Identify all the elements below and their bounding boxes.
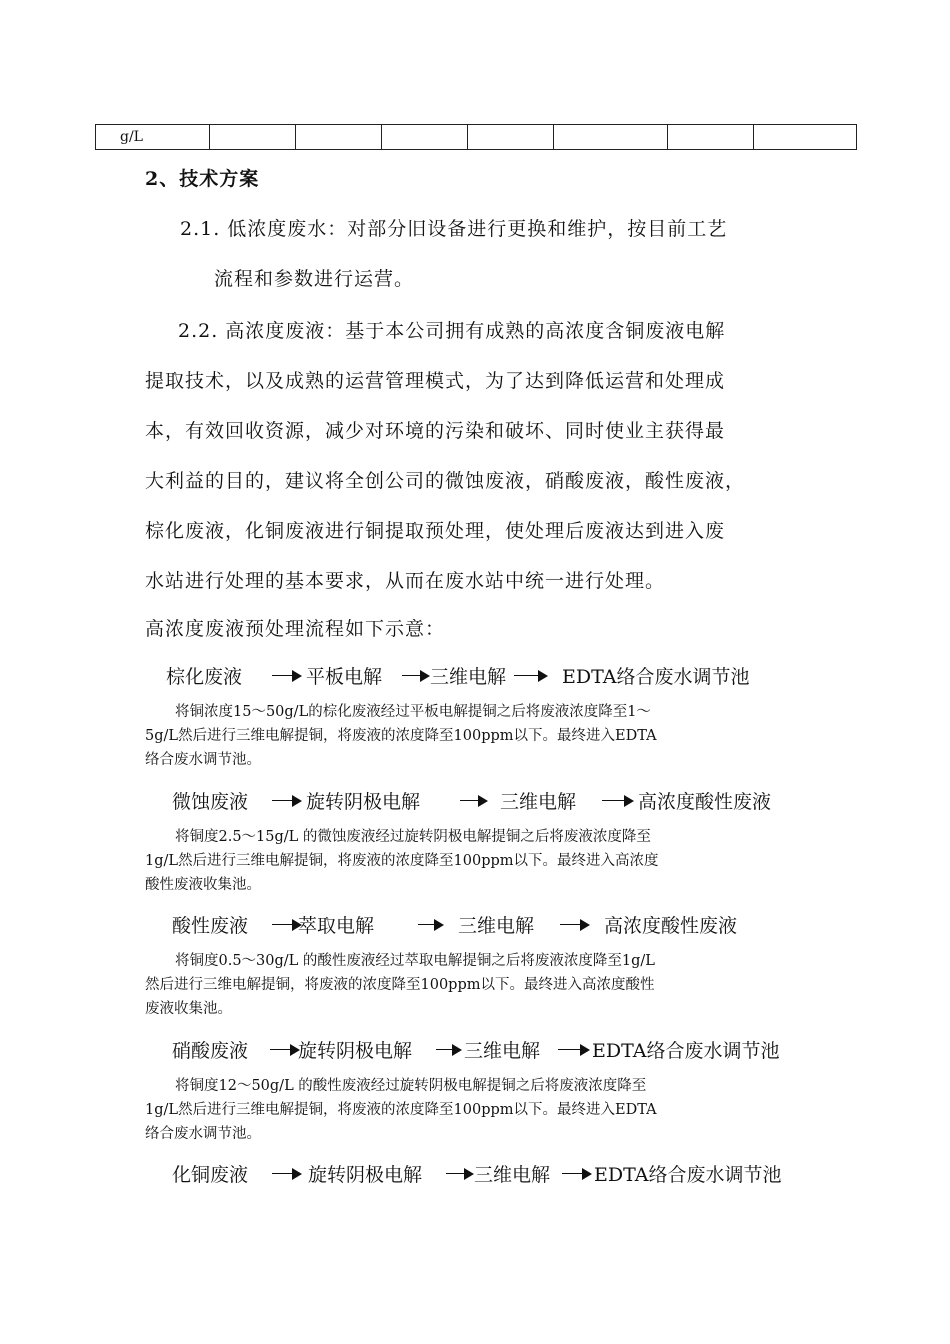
- flow-step: 旋转阴极电解: [306, 791, 421, 813]
- flow-step: EDTA络合废水调节池: [562, 666, 750, 688]
- data-table-fragment: [95, 124, 857, 150]
- arrow-right-icon: [560, 919, 590, 931]
- flow-step: 旋转阴极电解: [308, 1164, 423, 1186]
- process-flow: [0, 1160, 950, 1190]
- table-cell: [554, 125, 668, 150]
- flow-note-line: 络合废水调节池。: [145, 1126, 261, 1142]
- flow-note-line: 将铜度0.5～30g/L 的酸性废液经过萃取电解提铜之后将废液浓度降至1g/L: [175, 953, 655, 969]
- flow-step: 萃取电解: [298, 915, 375, 937]
- flow-step: 三维电解: [464, 1040, 541, 1062]
- arrow-right-icon: [446, 1168, 474, 1180]
- flow-note-line: 络合废水调节池。: [145, 752, 261, 768]
- flow-step: 三维电解: [474, 1164, 551, 1186]
- table-cell: [296, 125, 382, 150]
- para-2-2-line: 提取技术，以及成熟的运营管理模式，为了达到降低运营和处理成: [145, 370, 726, 392]
- table-cell: [210, 125, 296, 150]
- flow-note-line: 1g/L然后进行三维电解提铜，将废液的浓度降至100ppm以下。最终进入高浓度: [145, 853, 659, 869]
- flow-note-line: 1g/L然后进行三维电解提铜，将废液的浓度降至100ppm以下。最终进入EDTA: [145, 1102, 657, 1118]
- flow-step: 三维电解: [458, 915, 535, 937]
- arrow-right-icon: [418, 919, 444, 931]
- flow-step: EDTA络合废水调节池: [592, 1040, 780, 1062]
- flow-step: 化铜废液: [172, 1164, 249, 1186]
- flow-step: 平板电解: [306, 666, 383, 688]
- arrow-right-icon: [272, 1168, 302, 1180]
- para-2-2-line: 水站进行处理的基本要求，从而在废水站中统一进行处理。: [145, 570, 666, 592]
- process-flow: [0, 787, 950, 817]
- flow-step: 三维电解: [430, 666, 507, 688]
- flow-step: 旋转阴极电解: [298, 1040, 413, 1062]
- para-2-1-line: 流程和参数进行运营。: [214, 268, 415, 290]
- para-2-1-line: 2.1. 低浓度废水：对部分旧设备进行更换和维护，按目前工艺: [180, 218, 728, 240]
- para-2-2-line: 本，有效回收资源，减少对环境的污染和破坏、同时使业主获得最: [145, 420, 726, 442]
- table-cell: [468, 125, 554, 150]
- flow-step: 高浓度酸性废液: [604, 915, 738, 937]
- flow-step: 微蚀废液: [172, 791, 249, 813]
- arrow-right-icon: [602, 795, 634, 807]
- process-flow: [0, 662, 950, 692]
- flow-step: 高浓度酸性废液: [638, 791, 772, 813]
- arrow-right-icon: [514, 670, 548, 682]
- table-cell: [668, 125, 754, 150]
- table-row: [96, 125, 857, 150]
- table-cell: [754, 125, 857, 150]
- flow-note-line: 然后进行三维电解提铜，将废液的浓度降至100ppm以下。最终进入高浓度酸性: [145, 977, 655, 993]
- arrow-right-icon: [270, 1044, 300, 1056]
- flow-step: 硝酸废液: [172, 1040, 249, 1062]
- flow-step: 棕化废液: [166, 666, 243, 688]
- section-title: 2、技术方案: [145, 168, 260, 190]
- arrow-right-icon: [272, 670, 302, 682]
- flow-intro: 高浓度废液预处理流程如下示意：: [145, 618, 446, 640]
- arrow-right-icon: [402, 670, 430, 682]
- flow-step: 三维电解: [500, 791, 577, 813]
- flow-note-line: 将铜度2.5～15g/L 的微蚀废液经过旋转阴极电解提铜之后将废液浓度降至: [175, 829, 651, 845]
- flow-note-line: 废液收集池。: [145, 1001, 232, 1017]
- arrow-right-icon: [272, 795, 302, 807]
- flow-note-line: 将铜浓度15～50g/L的棕化废液经过平板电解提铜之后将废液浓度降至1～: [175, 704, 651, 720]
- arrow-right-icon: [436, 1044, 462, 1056]
- arrow-right-icon: [562, 1168, 592, 1180]
- process-flow: [0, 911, 950, 941]
- table-cell-unit: g/L: [96, 125, 210, 150]
- para-2-2-line: 棕化废液，化铜废液进行铜提取预处理，使处理后废液达到进入废: [145, 520, 726, 542]
- para-2-2-line: 2.2. 高浓度废液：基于本公司拥有成熟的高浓度含铜废液电解: [178, 320, 726, 342]
- flow-note-line: 5g/L然后进行三维电解提铜，将废液的浓度降至100ppm以下。最终进入EDTA: [145, 728, 657, 744]
- para-2-2-line: 大利益的目的，建议将全创公司的微蚀废液，硝酸废液，酸性废液，: [145, 470, 746, 492]
- flow-note-line: 酸性废液收集池。: [145, 877, 261, 893]
- process-flow: [0, 1036, 950, 1066]
- flow-note-line: 将铜度12～50g/L 的酸性废液经过旋转阴极电解提铜之后将废液浓度降至: [175, 1078, 647, 1094]
- flow-step: EDTA络合废水调节池: [594, 1164, 782, 1186]
- arrow-right-icon: [460, 795, 488, 807]
- arrow-right-icon: [558, 1044, 590, 1056]
- flow-step: 酸性废液: [172, 915, 249, 937]
- table-cell: [382, 125, 468, 150]
